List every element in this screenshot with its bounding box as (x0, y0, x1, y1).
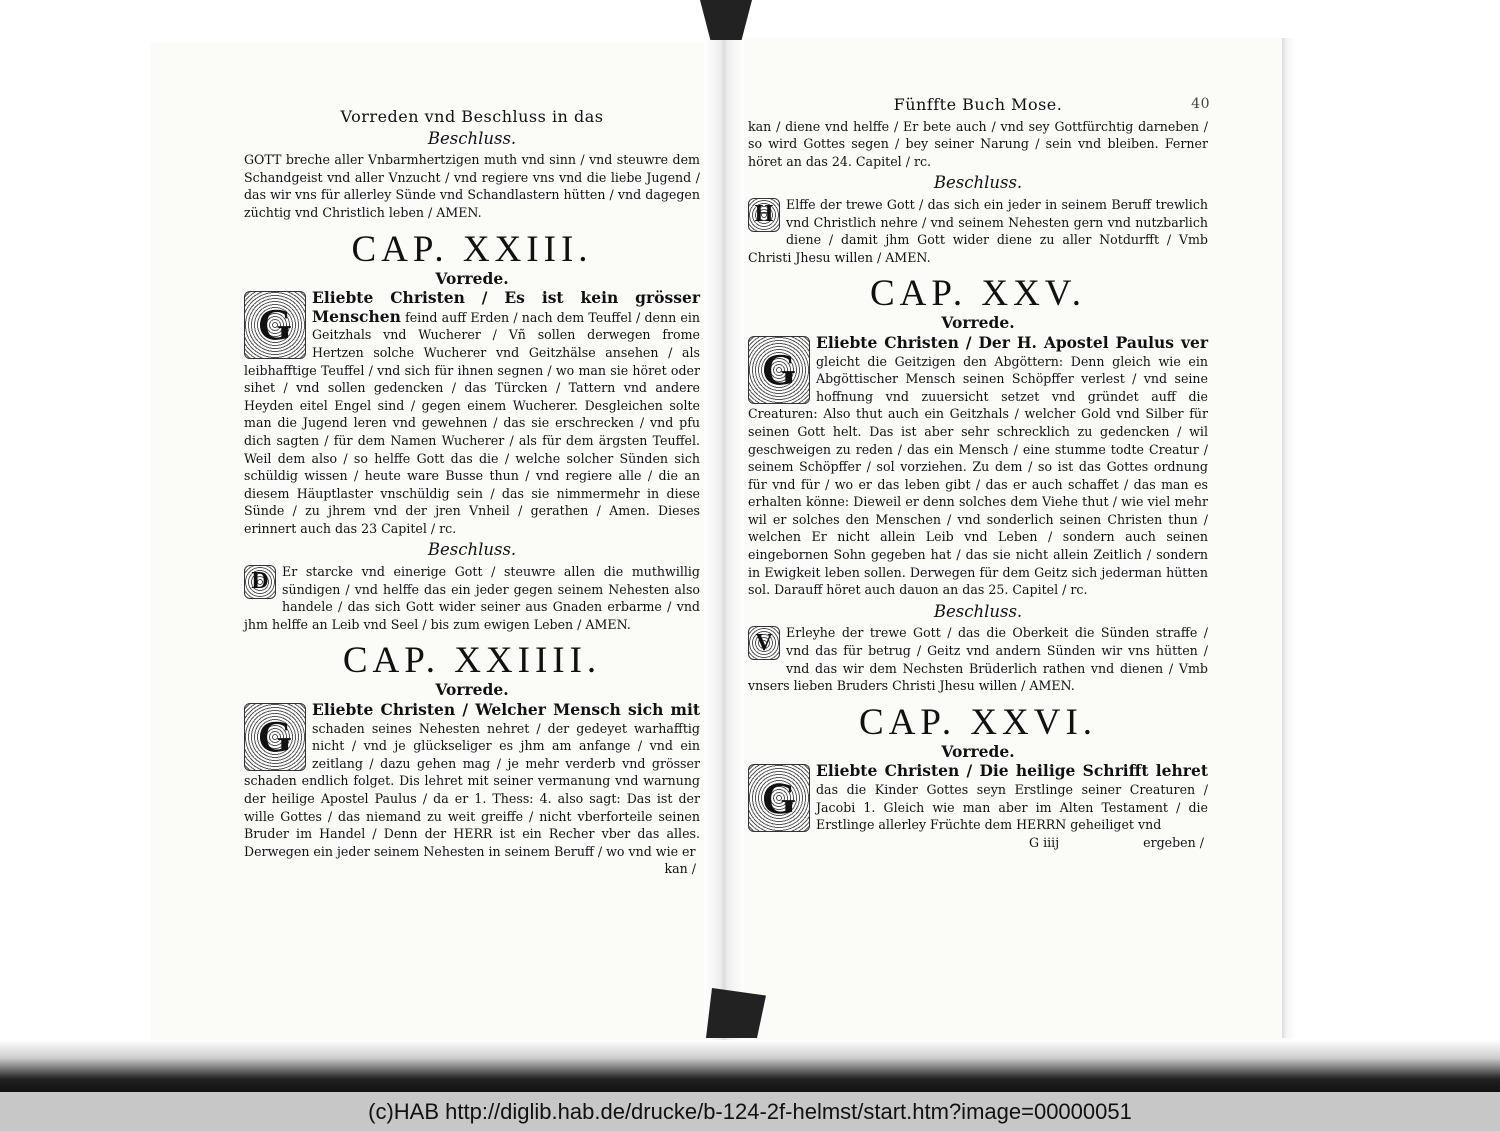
cap-xxv-beschluss-text: Erleyhe der trewe Gott / das die Oberkeit die Sünden straffe / vnd das für betrug / Geitz vnd andern Sünden wir vns hütten / vnd das wir dem Nechsten Brüderlich rathen vnd dienen / Vmb vnsers lieben Bruders Christi Jhesu willen / AMEN. (748, 625, 1208, 694)
cap-xxv-beschluss-paragraph (748, 624, 1208, 694)
decorated-initial-icon: D (244, 565, 276, 599)
cap-xxiii-beschluss-title: Beschluss. (427, 540, 517, 560)
cap-xxvi-title: CAP. XXVI. (858, 701, 1098, 743)
page-edge-shadow (1282, 38, 1296, 1038)
cap-xxiiii-vorrede: Vorrede. (435, 680, 509, 700)
cap-xxvi-vorrede: Vorrede. (941, 741, 1015, 761)
cap-xxiii-paragraph (244, 289, 700, 537)
left-catchword: kan / (664, 861, 696, 877)
book-gutter (704, 0, 744, 1092)
cap-xxiii-title: CAP. XXIII. (351, 228, 593, 270)
scan-bottom-shadow (0, 1040, 1500, 1092)
cap-xxiiii-text: schaden seines Nehesten nehret / der gedeyet warhafftig nicht / vnd je glückseliger es jhm am anfange / vnd ein zeitlang / dazu gehen mag / je mehr verderb vnd grösser schaden endlich folget. Dis lehret mit seiner vermanung vnd warnung der heilige Apostel Paulus / da er 1. Thess: 4. also sagt: Das ist der wille Gottes / das niemand zu weit greiffe / nicht vberforteile seinen Bruder im Handel / Denn der HERR ist ein Recher vber das alles. Derwegen ein jeder seinem Nehesten in seinem Beruff / wo vnd wie er (244, 720, 700, 859)
cap-xxvi-text: das die Kinder Gottes seyn Erstlinge seiner Creaturen / Jacobi 1. Gleich wie man aber im Alten Testament / die Erstlinge allerley Früchte dem HERRN geheiliget vnd (816, 782, 1208, 833)
cap-xxiii-beschluss-paragraph (244, 563, 700, 633)
cap-xxv-paragraph (748, 334, 1208, 599)
cap-xxv-beschluss-title: Beschluss. (933, 601, 1023, 621)
cap-xxiii-vorrede: Vorrede. (435, 268, 509, 288)
decorated-initial-icon: H (748, 198, 780, 232)
left-text-column (244, 108, 700, 878)
cap-xxvi-paragraph (748, 762, 1208, 833)
left-header-line-1: Vorreden vnd Beschluss in das (340, 107, 604, 126)
cap-xxiiii-beschluss-paragraph (748, 196, 1208, 266)
cap-xxiiii-paragraph (244, 701, 700, 860)
cap-xxiii-first-line: Eliebte Christen / Es ist kein grösser Menschen (312, 288, 700, 326)
gutter-bottom-shadow (706, 988, 766, 1038)
decorated-initial-icon: G (748, 764, 810, 832)
running-head (748, 96, 1208, 114)
cap-xxiii-beschluss-text: Er starcke vnd einerige Gott / steuwre allen die muthwillig sündigen / vnd helffe das ein jeder gegen seinem Nehesten also handele / das sich Gott wider seiner aus Gnaden erbarme / vnd jhm helffe an Leib vnd Seel / bis zum ewigen Leben / AMEN. (244, 564, 700, 632)
decorated-initial-icon: V (748, 626, 780, 660)
cap-xxv-vorrede: Vorrede. (941, 313, 1015, 333)
page-number: 40 (1191, 96, 1210, 112)
cap-xxv-title: CAP. XXV. (869, 273, 1087, 315)
decorated-initial-icon: G (244, 703, 306, 771)
cap-xxiiii-title: CAP. XXIIII. (342, 640, 602, 682)
cap-xxv-text: gleicht die Geitzigen den Abgöttern: Denn gleich wie ein Abgöttischer Mensch seinen Schöpffer verlest / vnd seine hoffnung vnd zuuersicht setzet vnd gründet auff die Creaturen: Also thut auch ein Geitzhals / welcher Gold vnd Silber für seinen Gott helt. Das ist aber sehr schrecklich zu gedencken / wil geschweigen zu reden / das ein Mensch / eine stumme todte Creatur / seinem Schöpffer / sol vorziehen. Zu dem / so ist das Gottes ordnung für vnd für / wo er das leben gibt / das er auch schaffet / das man es erhalten könne: Dieweil er denn solches dem Viehe thut / wie viel mehr wil er solches den Menschen / vnd sonderlich seinen Christen thun / welchen Er nicht allein Leib vnd Leben / sondern auch seinen eingebornen Sohn gegeben hat / das sie nicht allein Zeitlich / sondern in Ewigkeit leben sollen. Derwegen für dem Geitz sich jederman hütten sol. Darauff höret auch dauon an das 25. Capitel / rc. (748, 353, 1208, 598)
decorated-initial-icon: G (244, 291, 306, 359)
signature-line (748, 834, 1208, 852)
right-catchword: ergeben / (1143, 834, 1204, 850)
right-text-column (748, 96, 1208, 851)
copyright-footer: (c)HAB http://diglib.hab.de/drucke/b-124-2f-helmst/start.htm?image=00000051 (0, 1092, 1500, 1131)
cap-xxiiii-first-line: Eliebte Christen / Welcher Mensch sich mit (312, 700, 700, 720)
cap-xxv-first-line: Eliebte Christen / Der H. Apostel Paulus ver (816, 332, 1208, 352)
running-head-title: Fünffte Buch Mose. (893, 95, 1063, 114)
cap-xxvi-first-line: Eliebte Christen / Die heilige Schrifft lehret (816, 761, 1208, 781)
left-header-line-2: Beschluss. (427, 128, 517, 148)
cap-xxiiii-beschluss-text: Elffe der trewe Gott / das sich ein jeder in seinem Beruff trewlich vnd Christlich nehre / vnd seinem Nehesten gern vnd nutzbarlich diene / damit jhm Gott wider diene zu aller Notdurfft / Vmb Christi Jhesu willen / AMEN. (748, 196, 1208, 265)
decorated-initial-icon: G (748, 336, 810, 404)
cap-xxiii-text: feind auff Erden / nach dem Teuffel / denn ein Geitzhals vnd Wucherer / Vñ sollen derwegen frome Hertzen solche Wucherer vnd Geitzhälse ansehen / als leibhafftige Teuffel / vnd sich für ihnen segnen / wo man sie höret oder sihet / vnd sollen gedencken / das Türcken / Tattern vnd andere Heyden eitel Engel sind / gegen einem Wucherer. Desgleichen solte man die Jugend leren vnd gewehnen / das sie erschrecken / vnd pfu dich sagten / für dem Namen Wucherer / als für dem ärgsten Teuffel. Weil dem also / so helffe Gott das die / welche solcher Sünden sich schüldig wissen / heute ware Busse thun / vnd regiere alle / die an diesem Häuptlaster vnschüldig sein / das sie nimmermehr in diese Sünde / zu jhrem vnd der jren Vnheil / gerathen / Amen. Dieses erinnert auch das 23 Capitel / rc. (244, 309, 700, 536)
cap-xxiiii-beschluss-title: Beschluss. (933, 173, 1023, 193)
right-continuation-paragraph: kan / diene vnd helffe / Er bete auch / vnd sey Gottfürchtig darneben / so wird Gottes segen / bey seiner Narung / sein vnd bleiben. Ferner höret an das 24. Capitel / rc. (748, 118, 1208, 169)
left-closing-paragraph: GOTT breche aller Vnbarmhertzigen muth vnd sinn / vnd steuwre dem Schandgeist vnd aller Vnzucht / vnd regiere vns vnd die liebe Jugend / das wir vns für allerley Sünde vnd Schandlastern hütten / vnd dagegen züchtig vnd Christlich leben / AMEN. (244, 152, 700, 220)
signature-mark: G iiij (1029, 834, 1060, 850)
